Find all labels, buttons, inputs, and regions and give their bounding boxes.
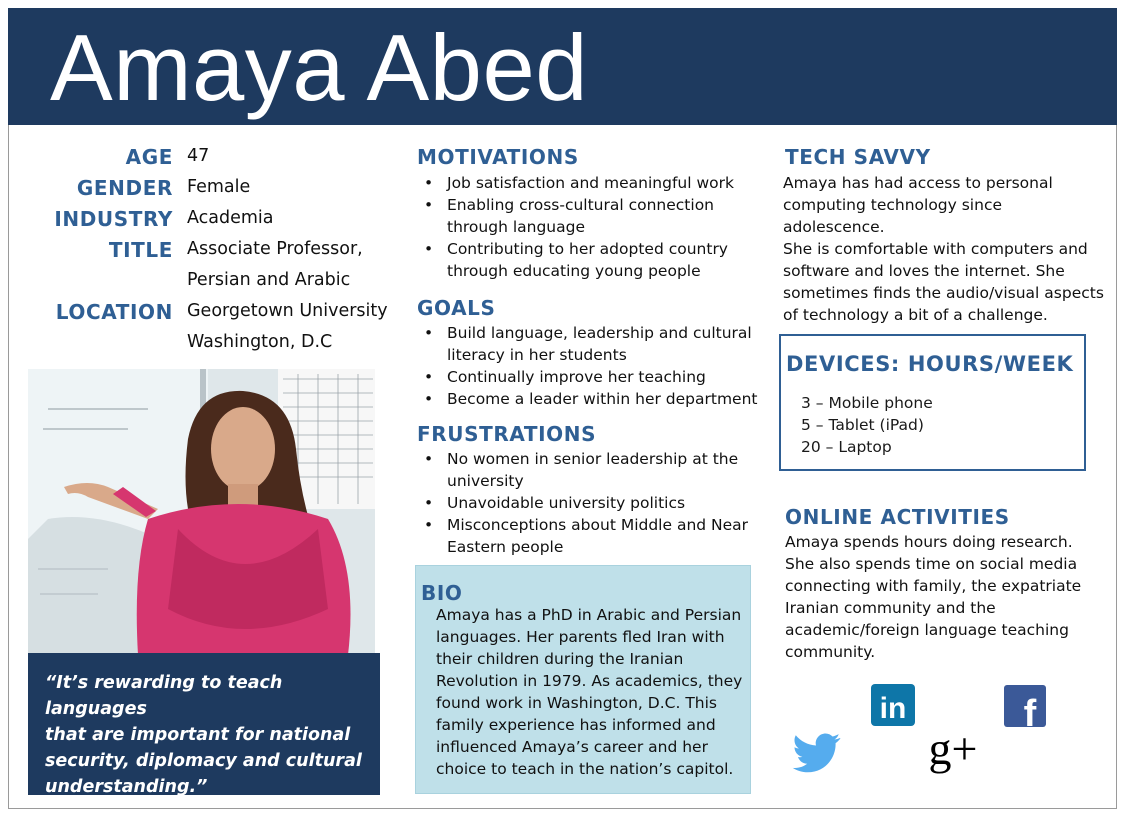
frustrations-list [418,448,753,558]
industry-value: Academia [187,208,274,228]
title-label: TITLE [108,238,173,262]
online-activities-heading: ONLINE ACTIVITIES [785,505,1010,529]
persona-name: Amaya Abed [50,15,589,120]
motivations-list [418,172,748,282]
list-item: 20 – Laptop [801,438,892,456]
goals-heading: GOALS [417,296,496,320]
gender-label: GENDER [76,176,173,200]
location-value: Georgetown University [187,301,388,321]
list-item: • Contributing to her adopted country through educating young people [418,238,748,282]
svg-text:in: in [879,692,907,725]
title-value-line2: Persian and Arabic [187,270,351,290]
list-item: • Enabling cross-cultural connection through language [418,194,748,238]
twitter-icon [792,733,842,775]
list-item: 3 – Mobile phone [801,394,933,412]
age-value: 47 [187,146,210,166]
online-activities-text: Amaya spends hours doing research. She also spends time on social media connecting with family, the expatriate Iranian community and the academic/foreign language teaching community. [785,533,1082,661]
bio-box [415,565,751,794]
list-item: • Job satisfaction and meaningful work [418,172,748,194]
bio-text: Amaya has a PhD in Arabic and Persian languages. Her parents fled Iran with their children during the Iranian Revolution in 1979. As academics, they found work in Washington, D.C. This family experience has informed and influenced Amaya’s career and her choice to teach in the nation’s capitol. [436,606,743,778]
tech-savvy-heading: TECH SAVVY [785,145,931,169]
persona-photo [28,369,375,655]
industry-label: INDUSTRY [54,207,173,231]
location-label: LOCATION [55,300,173,324]
frustrations-heading: FRUSTRATIONS [417,422,597,446]
list-item: • Misconceptions about Middle and Near Eastern people [418,514,753,558]
teacher-photo-illustration [28,369,375,655]
goals-list [418,322,758,410]
svg-text:g+: g+ [928,723,978,774]
quote-box [28,653,380,795]
bio-heading: BIO [421,581,463,605]
list-item: • Become a leader within her department [418,388,758,410]
list-item: • Unavoidable university politics [418,492,753,514]
devices-box [779,334,1086,471]
list-item: 5 – Tablet (iPad) [801,416,924,434]
devices-list [801,392,933,458]
motivations-heading: MOTIVATIONS [417,145,579,169]
age-label: AGE [125,145,173,169]
list-item: • Continually improve her teaching [418,366,758,388]
facebook-icon [1004,685,1048,729]
header-banner [8,8,1117,125]
tech-savvy-text: Amaya has had access to personal computing technology since adolescence. She is comfortable with computers and software and loves the internet. She sometimes finds the audio/visual aspects of technology a bit of a challenge. [783,174,1104,324]
google-plus-icon [922,720,984,774]
svg-text:f: f [1023,693,1037,729]
devices-heading: DEVICES: HOURS/WEEK [786,352,1074,376]
gender-value: Female [187,177,251,197]
title-value: Associate Professor, [187,239,363,259]
list-item: • No women in senior leadership at the university [418,448,753,492]
list-item: • Build language, leadership and cultural literacy in her students [418,322,758,366]
location-value-line2: Washington, D.C [187,332,333,352]
linkedin-icon [871,684,917,730]
persona-quote: “It’s rewarding to teach languages that are important for national security, diplomacy and cultural understanding.” [45,673,362,797]
